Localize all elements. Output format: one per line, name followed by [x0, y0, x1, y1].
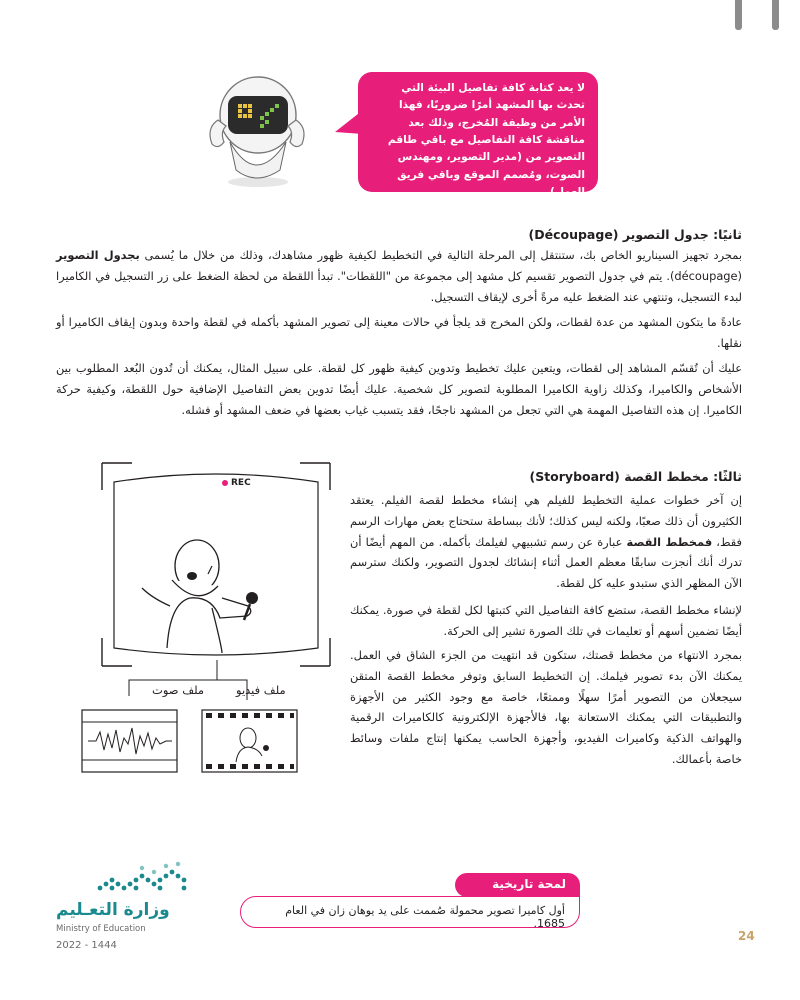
robot-illustration — [200, 70, 310, 190]
history-tag: لمحة تاريخية — [455, 873, 580, 897]
audio-file-label: ملف صوت — [152, 683, 205, 697]
section-heading-decoupage: ثانيًا: جدول التصوير (Découpage) — [528, 227, 742, 242]
storyboard-paragraph-1: إن آخر خطوات عملية التخطيط للفيلم هي إنشاء مخطط لقصة الفيلم. يعتقد الكثيرون أن ذلك صعبًا، ولكنه ليس كذلك؛ لأنك ببساطة ستحتاج بعض مهارات الرسم فقط، فمخطط القصة عبارة عن رسم تشبيهي لفيلمك بأكمله. من المهم أيضًا أن تدرك أنك أنجزت سابقًا معظم العمل أثناء إنشائك لجدول التصوير، ولكنك سترسم الآن المظهر الذي ستبدو عليه كل لقطة. — [350, 493, 743, 590]
section-heading-storyboard: ثالثًا: مخطط القصة (Storyboard) — [529, 469, 742, 484]
decoupage-paragraph-3: عليك أن تُقسّم المشاهد إلى لقطات، ويتعين عليك تخطيط وتدوين كيفية ظهور كل لقطة. على سبيل المثال، يمكنك أن تُدون البُعد المطلوب بين الأشخاص والكاميرا، وكذلك زاوية الكاميرا المطلوبة لتصوير كل شخصية. عليك أيضًا تدوين بعض التفاصيل الإضافية حول اللقطة، وكيفية حركة الكاميرا. إن هذه التفاصيل المهمة هي التي تجعل من المشهد ناجحًا، فقد يتسبب غياب بعضها في ضعف المشهد أو فشله. — [56, 361, 742, 417]
edition-year: 2022 - 1444 — [56, 940, 117, 951]
decoupage-paragraph-1: بمجرد تجهيز السيناريو الخاص بك، ستنتقل إلى المرحلة التالية في التخطيط لكيفية ظهور مشاهدك، وذلك من خلال ما يُسمى بجدول التصوير (découpage). يتم في جدول التصوير تقسيم كل مشهد إلى مجموعة من "اللقطات". تبدأ اللقطة من لحظة الضغط على زر التسجيل في الكاميرا لبدء التسجيل، وتنتهي عند الضغط عليه مرةً أخرى لإيقاف التسجيل. — [56, 248, 742, 304]
ministry-name-ar: وزارة التعـليم — [56, 900, 170, 920]
ministry-logo-dots — [92, 858, 192, 894]
rec-dot-icon — [222, 480, 228, 486]
history-note: أول كاميرا تصوير محمولة صُممت على يد يوهان زان في العام 1685. — [240, 896, 580, 928]
rec-indicator: REC — [222, 478, 251, 488]
storyboard-illustration — [72, 448, 342, 798]
storyboard-paragraph-3: بمجرد الانتهاء من مخطط قصتك، ستكون قد انتهيت من الجزء الشاق في العمل. يمكنك الآن بدء تصوير فيلمك. إن التخطيط السابق وتوفر مخطط القصة المتقن سيجعلان من التصوير أمرًا سهلًا وممتعًا، خاصة مع وجود الكثير من الأجهزة والتطبيقات التي يمكنك الاستعانة بها، فالأجهزة الإلكترونية كالكاميرات الرقمية والهواتف الذكية وكاميرات الفيديو، وأجهزة الحاسب يمكنها إنتاج ملفات وسائط خاصة بأعمالك. — [350, 648, 742, 766]
video-file-label: ملف فيديو — [236, 683, 286, 697]
page-number: 24 — [738, 929, 755, 943]
storyboard-paragraph-2: لإنشاء مخطط القصة، ستضع كافة التفاصيل التي كتبتها لكل لقطة في صورة. يمكنك أيضًا تضمين أسهم أو تعليمات في تلك الصورة تشير إلى الحركة. — [350, 603, 742, 638]
decoupage-paragraph-2: عادةً ما يتكون المشهد من عدة لقطات، ولكن المخرج قد يلجأ في حالات معينة إلى تصوير المشهد بأكمله في لقطة واحدة وبدون إيقاف الكاميرا أو نقلها. — [56, 315, 742, 350]
robot-speech-bubble: لا يعد كتابة كافة تفاصيل البيئة التي تحدث بها المشهد أمرًا ضروريًا، فهذا الأمر من وظيفة المُخرج، وذلك بعد مناقشة كافة التفاصيل مع باقي طاقم التصوير من (مدير التصوير، ومهندس الصوت، ومُصمم الموقع وباقي فريق العمل). — [358, 72, 598, 192]
ministry-name-en: Ministry of Education — [56, 924, 146, 934]
top-bar — [735, 0, 742, 30]
top-bar — [772, 0, 779, 30]
